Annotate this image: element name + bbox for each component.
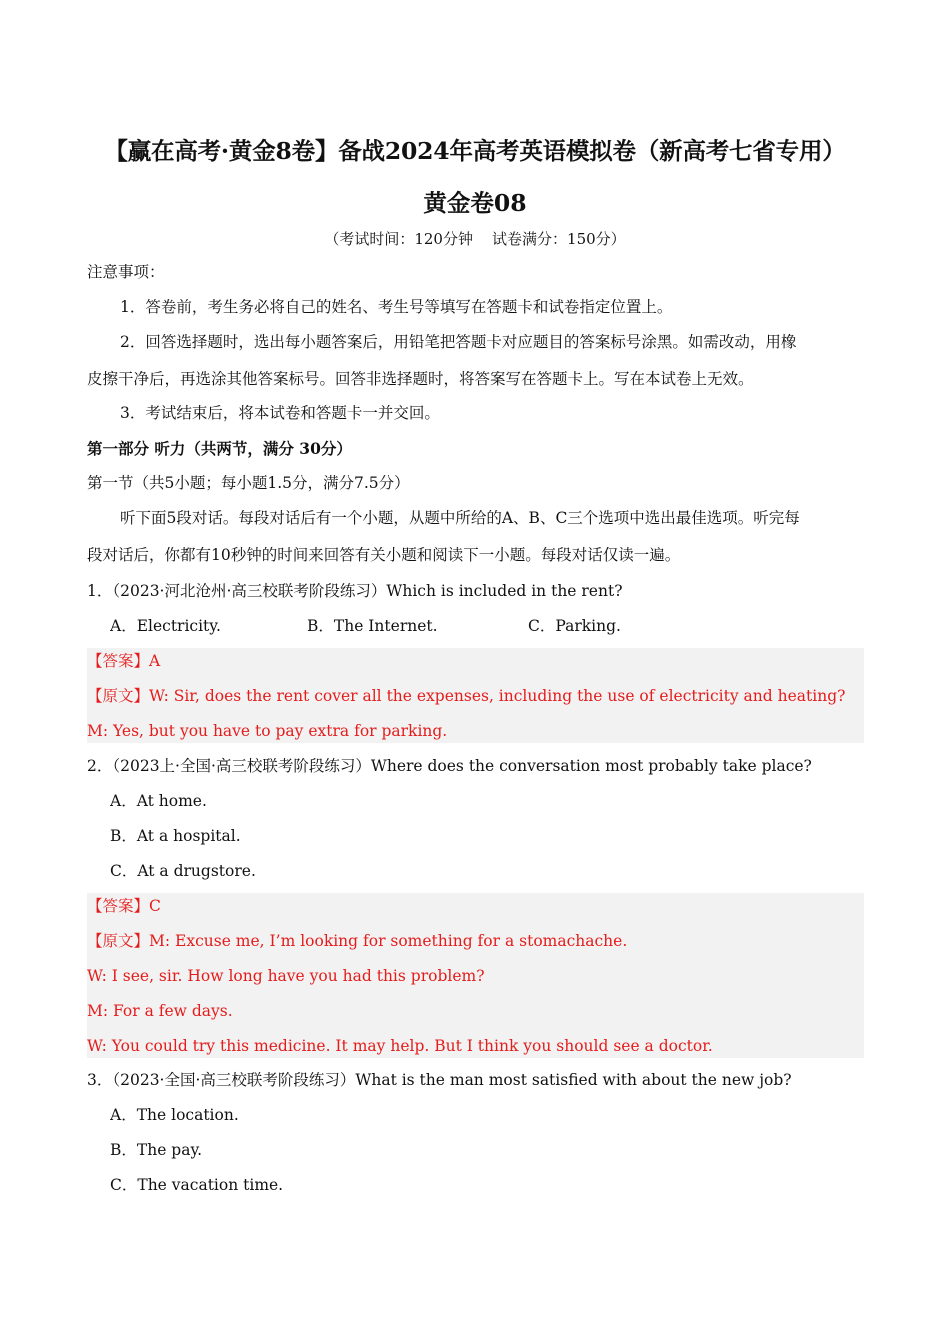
part-one-heading: 第一部分 听力（共两节，满分 30分）	[87, 439, 352, 458]
question-2-transcript-line-3: M: For a few days.	[87, 1002, 233, 1020]
question-2-transcript-line-2: W: I see, sir. How long have you had this problem?	[87, 967, 485, 985]
question-2-option-c: C．At a drugstore.	[110, 862, 256, 880]
section-one-heading: 第一节（共5小题；每小题1.5分，满分7.5分）	[87, 474, 410, 492]
notice-item-2: 2．回答选择题时，选出每小题答案后，用铅笔把答题卡对应题目的答案标号涂黑。如需改动，用橡	[120, 333, 797, 351]
question-3-stem: 3．（2023·全国·高三校联考阶段练习）What is the man most satisfied with about the new job?	[87, 1071, 792, 1089]
question-2-transcript-line-1: 【原文】M: Excuse me, I’m looking for something for a stomachache.	[87, 932, 628, 950]
exam-meta: （考试时间：120分钟 试卷满分：150分）	[324, 230, 626, 248]
question-2-answer: 【答案】C	[87, 897, 161, 915]
question-2-transcript-line-4: W: You could try this medicine. It may help. But I think you should see a doctor.	[87, 1037, 713, 1055]
question-3-option-c: C．The vacation time.	[110, 1176, 284, 1194]
question-3-option-b: B．The pay.	[110, 1141, 203, 1159]
question-1-transcript-line-2: M: Yes, but you have to pay extra for parking.	[87, 722, 448, 740]
question-1-option-a: A．Electricity.	[110, 617, 221, 635]
question-1-answer: 【答案】A	[87, 652, 161, 670]
page-title: 【赢在高考·黄金8卷】备战2024年高考英语模拟卷（新高考七省专用）	[104, 137, 846, 165]
listening-instructions-continued: 段对话后，你都有10秒钟的时间来回答有关小题和阅读下一小题。每段对话仅读一遍。	[87, 546, 681, 564]
notice-item-3: 3．考试结束后，将本试卷和答题卡一并交回。	[120, 404, 440, 422]
question-2-stem: 2．（2023上·全国·高三校联考阶段练习）Where does the conversation most probably take place?	[87, 757, 812, 775]
question-1-options	[110, 609, 887, 644]
question-2-option-b: B．At a hospital.	[110, 827, 241, 845]
paper-subtitle: 黄金卷08	[423, 189, 527, 217]
notice-item-2-continued: 皮擦干净后，再选涂其他答案标号。回答非选择题时，将答案写在答题卡上。写在本试卷上无效。	[87, 370, 754, 388]
question-2-option-a: A．At home.	[110, 792, 207, 810]
question-1-stem: 1．（2023·河北沧州·高三校联考阶段练习）Which is included in the rent?	[87, 582, 623, 600]
notice-item-1: 1．答卷前，考生务必将自己的姓名、考生号等填写在答题卡和试卷指定位置上。	[120, 298, 673, 316]
notice-heading: 注意事项：	[87, 263, 165, 281]
question-1-option-c: C．Parking.	[528, 617, 621, 635]
question-1-transcript-line-1: 【原文】W: Sir, does the rent cover all the expenses, including the use of electricity and heating?	[87, 687, 846, 705]
question-1-option-b: B．The Internet.	[307, 617, 438, 635]
question-3-option-a: A．The location.	[110, 1106, 239, 1124]
listening-instructions: 听下面5段对话。每段对话后有一个小题，从题中所给的A、B、C三个选项中选出最佳选项。听完每	[120, 509, 800, 527]
